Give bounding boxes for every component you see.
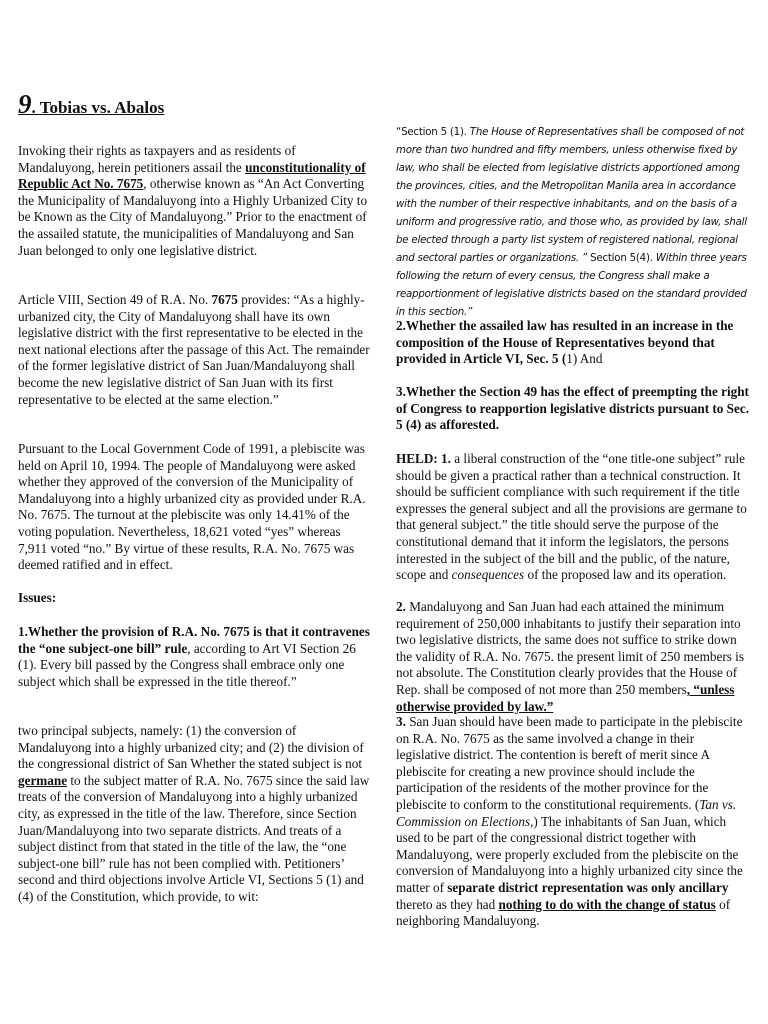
text-run: , otherwise known as “An Act Converting the Municipality of Mandaluyong into a Highly Urbanized City to be Known as the City of Mandaluyong.” Prior to the enactment of the assailed statute, the municipalities of Mandaluyong and San Juan belonged to only one legislative district.: [18, 176, 368, 258]
case-title: [18, 89, 165, 119]
text-run: a liberal construction of the “one title-one subject” rule should be given a practical rather than a technical construction. It should be sufficient compliance with such requirement if the title expresses the general subject and all the provisions are germane to that general subject.” the title should serve the purpose of the constitutional demand that it inform the legislators, the persons interested in the subject of the bill and the public, of the nature, scope and: [396, 451, 747, 583]
text-run: provides: “As a highly-urbanized city, the City of Mandaluyong shall have its own legislative district with the first representative to be elected in the next national elections after the passage of this Act. The remainder of the former legislative district of San Juan/Mandaluyong shall become the new legislative district of San Juan with its first representative to be elected at the same election.”: [18, 292, 370, 407]
issue-3: 3.Whether the Section 49 has the effect of preempting the right of Congress to reapportion legislative districts pursuant to Sec. 5 (4) as afforested.: [396, 384, 749, 433]
facts-paragraph-1: [18, 143, 372, 259]
issues-heading: Issues:: [18, 590, 57, 605]
text-run: Mandaluyong and San Juan had each attained the minimum requirement of 250,000 inhabitants to justify their separation into two legislative districts, the same does not suffice to strike down the validity of R.A. No. 7675. the present limit of 250 members is not absolute. The Constitution clearly provides that the House of Rep. shall be composed of not more than 250 members: [396, 599, 744, 697]
text-run: Invoking their rights as taxpayers and as residents of Mandaluyong, herein petitioners assail the: [18, 143, 296, 175]
held-2: [396, 599, 751, 715]
item-number: 2.: [396, 599, 406, 614]
text-run: 2.Whether the assailed law has resulted in an increase in the composition of the House of Representatives beyond that provided in Article VI, Sec. 5 (: [396, 318, 734, 367]
section-label: Section 5(4).: [590, 253, 653, 264]
case-number: 9: [18, 89, 32, 119]
text-run: of neighboring Mandaluyong.: [396, 896, 731, 929]
constitution-quote: [396, 124, 751, 322]
text-run: , according to Art VI Section 26 (1). Every bill passed by the Congress shall embrace only one subject which shall be expressed in the title thereof.”: [18, 640, 356, 689]
emphasis-text: , “unless otherwise provided by law.”: [396, 681, 735, 714]
text-run: to the subject matter of R.A. No. 7675 since the said law treats of the conversion of Mandaluyong into a highly urbanized city, as expressed in the title of the law. Therefore, since Section Juan/Mandaluyong into two separate districts. And treats of a subject distinct from that stated in the title of the law, the “one subject-one bill” rule has not been complied with. Petitioners’ second and third objections involve Article VI, Sections 5 (1) and (4) of the Constitution, which provide, to wit:: [18, 772, 370, 904]
text-run: ) The inhabitants of San Juan, which used to be part of the congressional district together with Mandaluyong, were properly excluded from the plebiscite on the conversion of Mandaluyong into a highly urbanized city since the matter of: [396, 813, 743, 895]
issue-1-discussion: [18, 723, 372, 906]
emphasis-text: 1.Whether the provision of R.A. No. 7675 is that it contravenes the “one subject-one bill” rule: [18, 624, 370, 656]
text-run: 1: [566, 351, 573, 367]
text-run: of the proposed law and its operation.: [524, 567, 727, 583]
held-1: [396, 451, 751, 584]
issue-2: [396, 318, 751, 368]
facts-paragraph-3: Pursuant to the Local Government Code of 1991, a plebiscite was held on April 10, 1994. The people of Mandaluyong were asked whether they approved of the conversion of the Municipality of Mandaluyong into a highly urbanized city as provided under R.A. No. 7675. The turnout at the plebiscite was only 14.41% of the voting population. Nevertheless, 18,621 voted “yes” whereas 7,911 voted “no.” By virtue of these results, R.A. No. 7675 was deemed ratified and in effect.: [18, 441, 366, 573]
held-3: [396, 714, 751, 930]
text-run: The House of Representatives shall be composed of not more than two hundred and fifty members, unless otherwise fixed by law, who shall be elected from legislative districts apportioned among the provinces, cities, and the Metropolitan Manila area in accordance with the number of their respective inhabitants, and on the basis of a uniform and progressive ratio, and those who, as provided by law, shall be elected through a party list system of registered national, regional and sectoral parties or organizations. ”: [396, 127, 747, 264]
issue-1: [18, 624, 372, 690]
emphasis-text: separate district representation was only ancillary: [447, 879, 729, 895]
emphasis-text: unconstitutionality of Republic Act No. 7675: [18, 159, 366, 192]
case-name: . Tobias vs. Abalos: [31, 98, 165, 117]
text-run: thereto as they had: [396, 896, 499, 912]
item-number: 3.: [396, 714, 406, 729]
italic-text: consequences: [451, 567, 525, 583]
text-run: two principal subjects, namely: (1) the conversion of Mandaluyong into a highly urbanized city; and (2) the division of the congressional district of San Whether the stated subject is not: [18, 723, 364, 772]
text-run: ) And: [572, 351, 603, 367]
emphasis-text: nothing to do with the change of status: [498, 896, 716, 912]
emphasis-text: 7675: [211, 292, 238, 307]
emphasis-text: germane: [18, 772, 68, 788]
text-run: San Juan should have been made to participate in the plebiscite on R.A. No. 7675 as the same involved a change in their legislative district. The contention is bereft of merit since A plebiscite for creating a new province should include the participation of the residents of the mother province for the plebiscite to conform to the constitutional requirements. (: [396, 714, 743, 812]
citation: Tan vs. Commission on Elections,: [396, 796, 737, 829]
section-label: “Section 5 (1).: [396, 127, 467, 138]
text-run: Article VIII, Section 49 of R.A. No.: [18, 292, 212, 307]
text-run: Within three years following the return of every census, the Congress shall make a reapportionment of legislative districts based on the standard provided in this section.”: [396, 253, 747, 318]
facts-paragraph-2: [18, 292, 372, 408]
held-label: HELD: 1.: [396, 451, 451, 466]
